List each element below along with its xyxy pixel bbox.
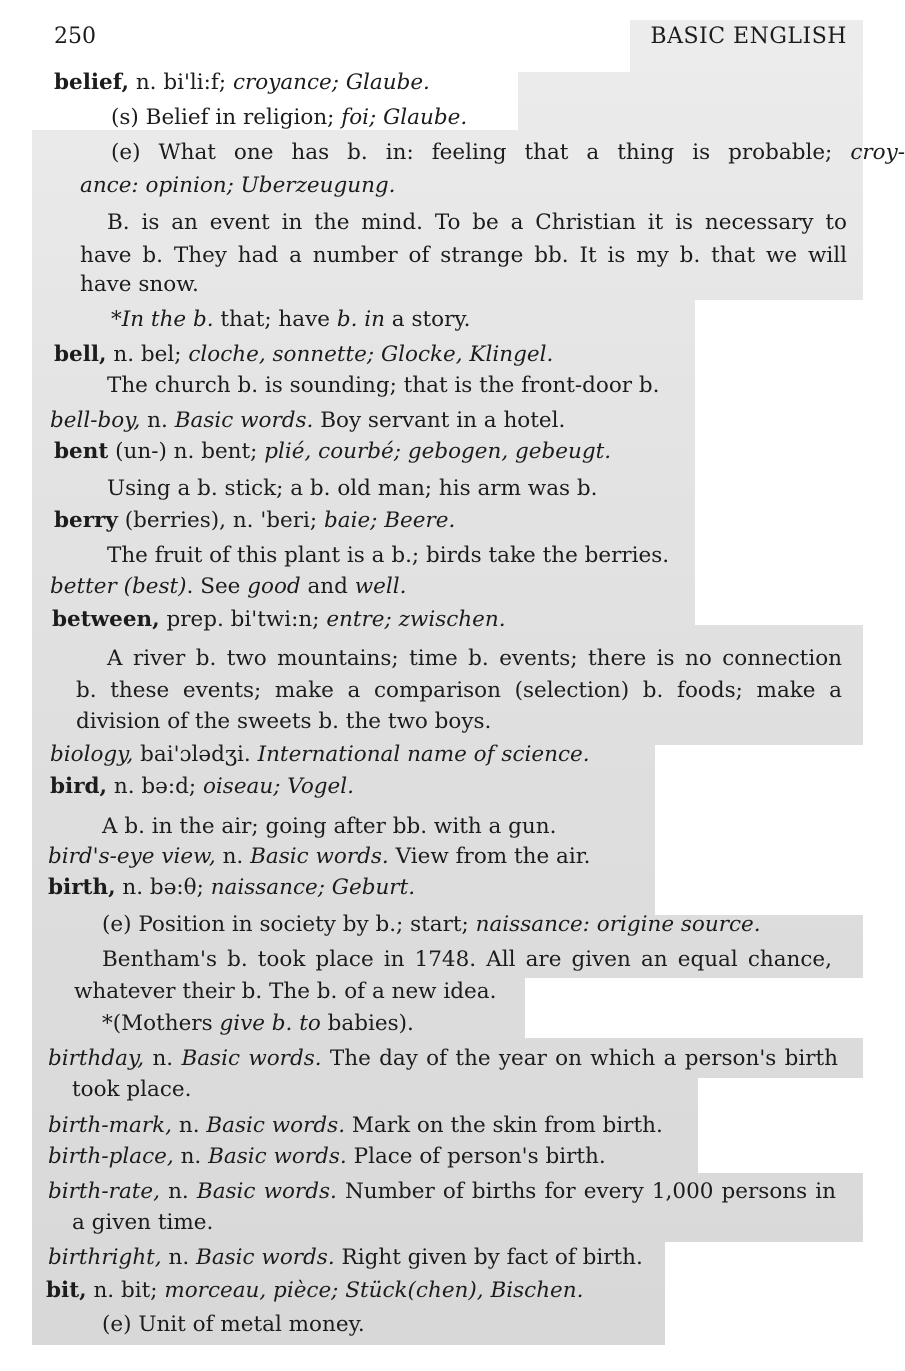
entry-birth-place — [48, 1142, 606, 1172]
text-span: a given time. — [72, 1210, 214, 1235]
text-span: The fruit of this plant is a b.; birds take the berries. — [107, 543, 670, 568]
text-span: b. these events; make a comparison (selection) b. foods; make a — [76, 678, 842, 703]
text-span: Bentham's b. took place in 1748. All are given an equal chance, — [102, 947, 832, 972]
entry-between — [52, 605, 506, 635]
italic-text: International name of science. — [257, 742, 590, 767]
headword: better (best) — [50, 574, 187, 599]
italic-text: Basic words. — [208, 1144, 347, 1169]
text-span: (un-) n. bent; — [108, 439, 265, 464]
text-span: and — [300, 574, 355, 599]
text-span: whatever their b. The b. of a new idea. — [74, 979, 497, 1004]
text-span: n. bə:d; — [107, 774, 203, 799]
text-span: Using a b. stick; a b. old man; his arm was b. — [107, 476, 598, 501]
text-span: n. — [173, 1144, 209, 1169]
text-span: n. bit; — [86, 1278, 165, 1303]
text-span: (e) Position in society by b.; start; — [102, 912, 476, 937]
entry-line — [76, 707, 491, 737]
italic-text: foi; Glaube. — [341, 105, 468, 130]
headword: bell, — [54, 342, 107, 367]
text-span: (e) What one has b. in: feeling that a thing is probable; — [111, 140, 851, 165]
entry-bent — [54, 437, 611, 467]
italic-text: morceau, pièce; Stück(chen), Bischen. — [164, 1278, 584, 1303]
entry-birth — [48, 873, 415, 903]
text-span: n. — [140, 408, 175, 433]
italic-text: naissance: origine source. — [475, 912, 761, 937]
headword: berry — [54, 508, 118, 533]
entry-line — [72, 1075, 191, 1105]
text-span: (berries), n. 'beri; — [117, 508, 324, 533]
page-number: 250 — [54, 24, 96, 49]
blank-area-right-3 — [525, 978, 863, 1038]
headword: ance: opinion; Uberzeugung. — [80, 173, 396, 198]
text-span: prep. bi'twi:n; — [159, 607, 327, 632]
text-span: Boy servant in a hotel. — [313, 408, 566, 433]
text-span: n. bi'li:f; — [129, 70, 233, 95]
text-span: n. — [215, 844, 251, 869]
entry-bird — [50, 772, 354, 802]
italic-text: Basic words. — [181, 1046, 322, 1071]
italic-text: oiseau; Vogel. — [202, 774, 354, 799]
italic-text: Basic words. — [196, 1179, 337, 1204]
text-span: babies). — [320, 1011, 414, 1036]
text-span: . See — [186, 574, 248, 599]
text-span: n. — [159, 1179, 197, 1204]
entry-birthright — [48, 1243, 643, 1273]
blank-area-right-2 — [655, 745, 863, 915]
text-span: that; have — [213, 307, 337, 332]
blank-area-right-1 — [695, 300, 863, 625]
entry-birth-rate — [48, 1177, 836, 1207]
headword: birth-mark, — [48, 1113, 173, 1138]
text-span: have snow. — [80, 272, 199, 297]
entry-birth-mark — [48, 1111, 663, 1141]
italic-text: well. — [354, 574, 407, 599]
italic-text: give b. to — [219, 1011, 321, 1036]
text-span: * — [111, 307, 122, 332]
entry-bell — [54, 340, 553, 370]
text-span: B. is an event in the mind. To be a Christian it is necessary to — [107, 210, 847, 235]
entry-better — [50, 572, 406, 602]
entry-line — [102, 910, 761, 940]
text-span: View from the air. — [388, 844, 591, 869]
blank-area-bottom — [0, 1345, 863, 1371]
text-span: a story. — [384, 307, 471, 332]
entry-line — [80, 270, 199, 300]
text-span: A river b. two mountains; time b. events; there is no connection — [107, 646, 842, 671]
text-span: Place of person's birth. — [346, 1144, 606, 1169]
headword: bit, — [46, 1278, 87, 1303]
headword: birth-place, — [48, 1144, 174, 1169]
text-span: *(Mothers — [102, 1011, 220, 1036]
italic-text: b. in — [336, 307, 385, 332]
entry-line — [111, 103, 467, 133]
entry-line — [76, 676, 842, 706]
text-span: took place. — [72, 1077, 192, 1102]
text-span: n. — [161, 1245, 197, 1270]
entry-line — [111, 138, 905, 168]
italic-text: good — [247, 574, 301, 599]
italic-text: baie; Beere. — [323, 508, 456, 533]
italic-text: croyance; Glaube. — [232, 70, 430, 95]
italic-text: Basic words. — [174, 408, 314, 433]
text-span: Mark on the skin from birth. — [345, 1113, 663, 1138]
entry-line — [107, 371, 660, 401]
headword: bird's-eye view, — [48, 844, 216, 869]
entry-line — [107, 208, 847, 238]
entry-birds-eye-view — [48, 842, 591, 872]
entry-belief — [54, 68, 430, 98]
italic-text: croy- — [850, 140, 905, 165]
entry-line — [111, 305, 470, 335]
text-span: n. bə:θ; — [115, 875, 211, 900]
text-span: (s) Belief in religion; — [111, 105, 342, 130]
italic-text: Basic words. — [196, 1245, 335, 1270]
headword: biology, — [50, 742, 134, 767]
page-header — [54, 24, 847, 54]
text-span: bai'ɔlədʒi. — [133, 742, 258, 767]
entry-line — [102, 945, 832, 975]
entry-line — [107, 474, 597, 504]
entry-line — [102, 1009, 414, 1039]
running-title: BASIC ENGLISH — [650, 24, 847, 49]
entry-line — [72, 1208, 213, 1238]
text-span: Number of births for every 1,000 persons in — [336, 1179, 836, 1204]
text-span: n. bel; — [106, 342, 189, 367]
text-span: The church b. is sounding; that is the front-door b. — [107, 373, 660, 398]
entry-line — [107, 644, 842, 674]
headword: birth-rate, — [48, 1179, 160, 1204]
text-span: n. — [172, 1113, 207, 1138]
entry-line — [102, 1310, 365, 1340]
entry-line — [74, 977, 496, 1007]
entry-line — [80, 171, 396, 201]
italic-text: entre; zwischen. — [326, 607, 506, 632]
text-span: division of the sweets b. the two boys. — [76, 709, 492, 734]
entry-line — [102, 812, 556, 842]
headword: birth, — [48, 875, 116, 900]
italic-text: Basic words. — [206, 1113, 346, 1138]
headword: birthright, — [48, 1245, 162, 1270]
headword: bell-boy, — [50, 408, 141, 433]
entry-berry — [54, 506, 455, 536]
text-span: Right given by fact of birth. — [334, 1245, 643, 1270]
blank-area-right-4 — [698, 1078, 863, 1173]
entry-biology — [50, 740, 590, 770]
entry-bit — [46, 1276, 583, 1306]
headword: between, — [52, 607, 160, 632]
text-span: The day of the year on which a person's birth — [321, 1046, 838, 1071]
entry-birthday — [48, 1044, 838, 1074]
blank-area-header-right — [630, 0, 863, 20]
italic-text: In the b. — [121, 307, 214, 332]
entry-line — [107, 541, 669, 571]
italic-text: plié, courbé; gebogen, gebeugt. — [264, 439, 612, 464]
text-span: have b. They had a number of strange bb. It is my b. that we will — [80, 243, 847, 268]
entry-line — [80, 241, 847, 271]
italic-text: Basic words. — [250, 844, 389, 869]
entry-bell-boy — [50, 406, 565, 436]
headword: birthday, — [48, 1046, 145, 1071]
text-span: A b. in the air; going after bb. with a gun. — [102, 814, 557, 839]
headword: bent — [54, 439, 109, 464]
text-span: (e) Unit of metal money. — [102, 1312, 365, 1337]
headword: bird, — [50, 774, 108, 799]
text-span: n. — [144, 1046, 182, 1071]
headword: belief, — [54, 70, 129, 95]
italic-text: cloche, sonnette; Glocke, Klingel. — [188, 342, 554, 367]
italic-text: naissance; Geburt. — [210, 875, 416, 900]
